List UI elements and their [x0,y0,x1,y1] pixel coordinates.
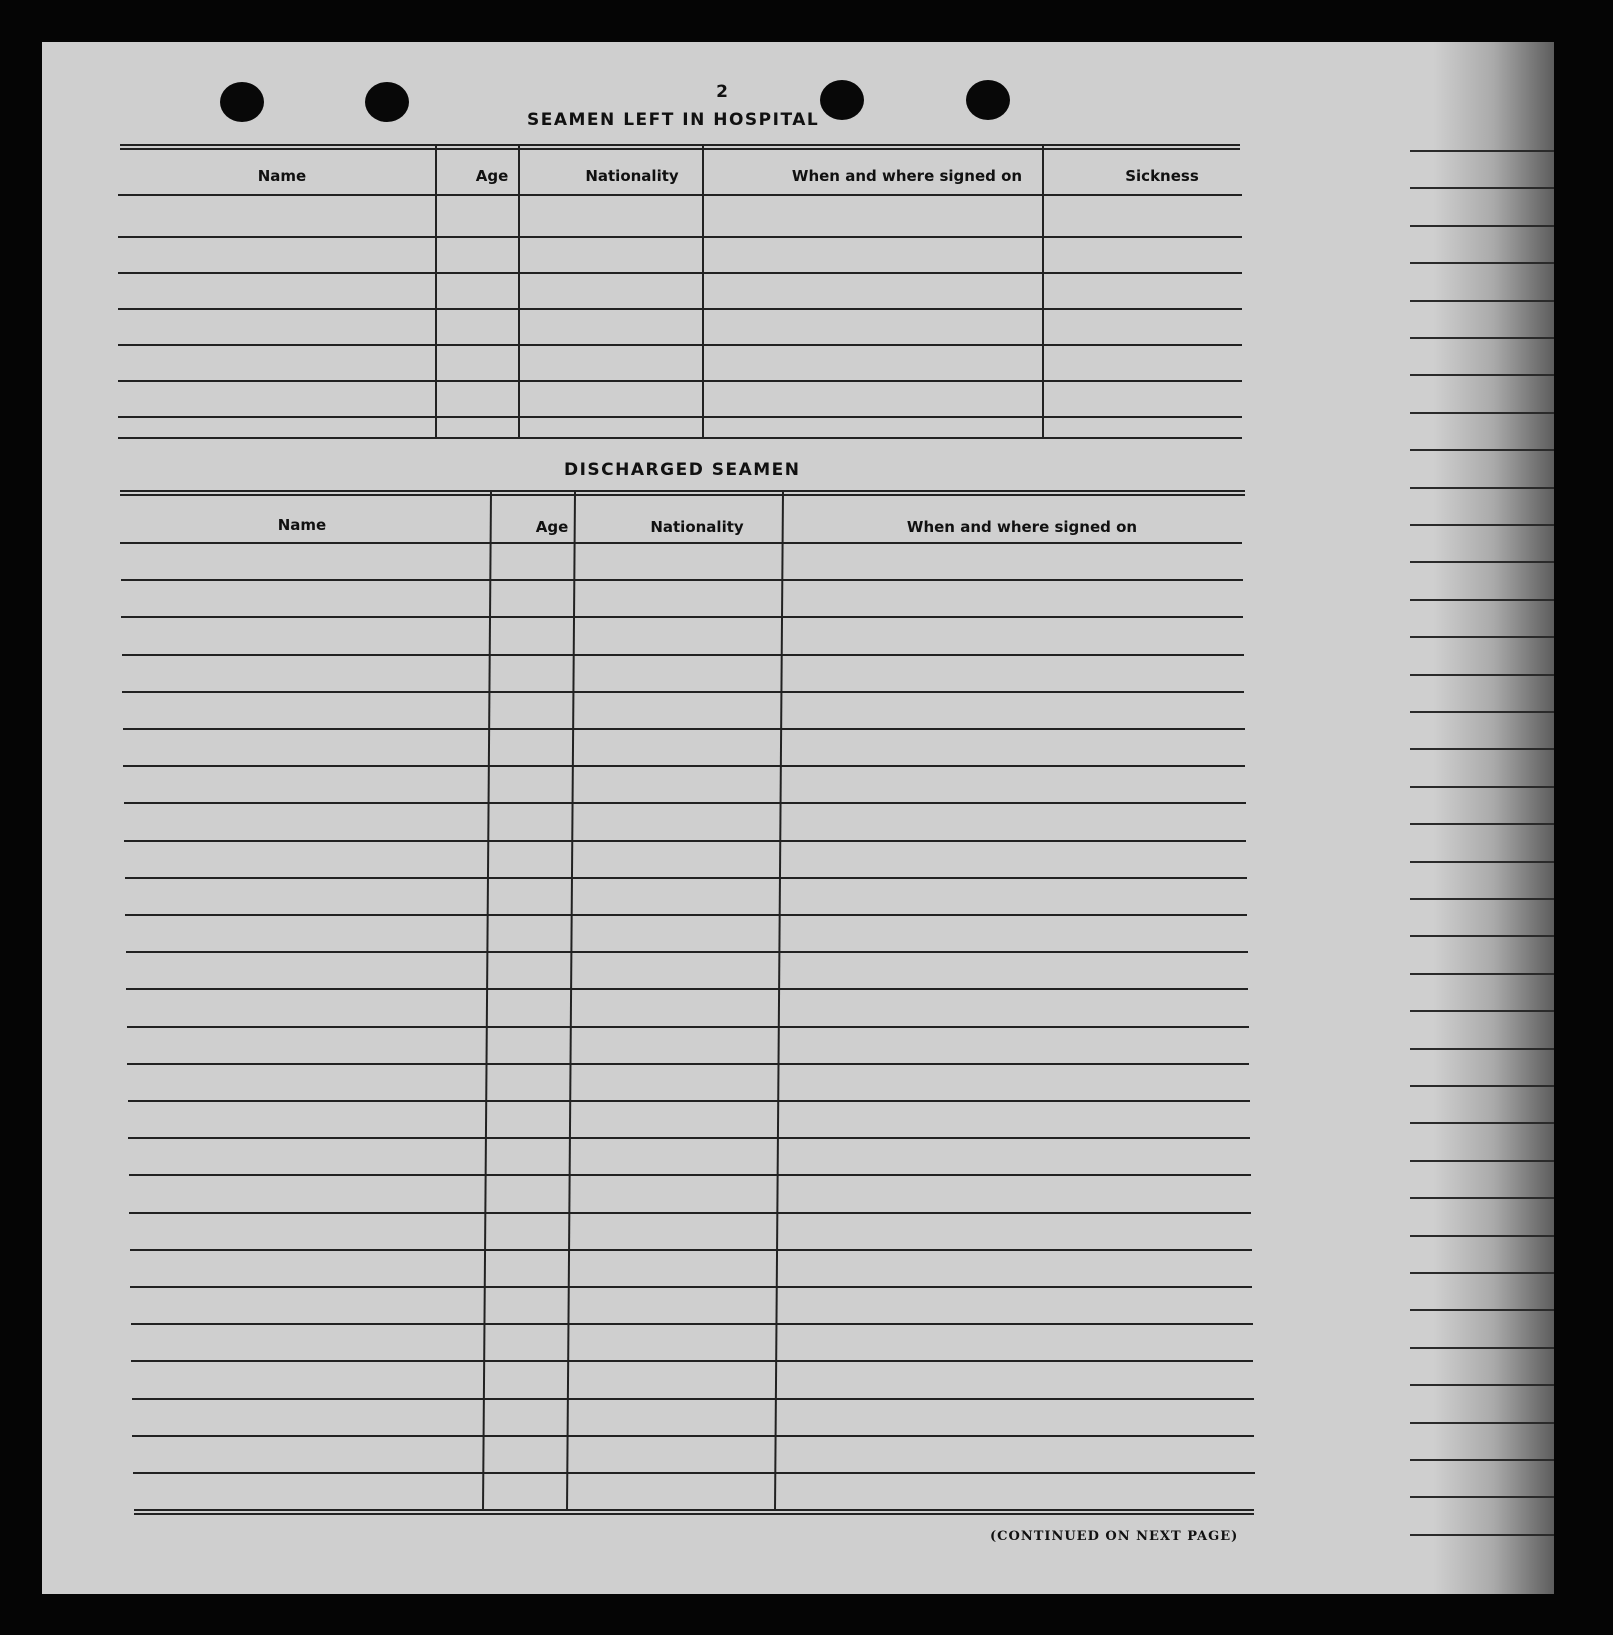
margin-rule [1410,487,1554,489]
margin-rule [1410,1122,1554,1124]
discharged-row-rule [126,988,1248,990]
margin-rule [1410,187,1554,189]
hospital-row-rule [118,416,1242,418]
margin-rule [1410,1534,1554,1536]
discharged-col-nationality: Nationality [650,518,744,536]
margin-rule [1410,1085,1554,1087]
discharged-row-rule [121,579,1243,581]
discharged-row-rule [128,1100,1250,1102]
discharged-row-rule [125,914,1247,916]
margin-rule [1410,599,1554,601]
margin-rule [1410,1197,1554,1199]
form-page [42,42,1554,1594]
hospital-row-rule [118,194,1242,196]
discharged-row-rule [123,765,1245,767]
margin-rule [1410,374,1554,376]
margin-rule [1410,300,1554,302]
margin-rule [1410,973,1554,975]
margin-rule [1410,1309,1554,1311]
margin-rule [1410,561,1554,563]
hospital-col-age: Age [475,167,509,185]
page-number: 2 [716,82,728,102]
margin-rule [1410,449,1554,451]
margin-rule [1410,524,1554,526]
margin-rule [1410,1384,1554,1386]
hospital-row-rule [118,308,1242,310]
discharged-section-title: DISCHARGED SEAMEN [564,460,801,480]
margin-rule [1410,262,1554,264]
hospital-col-rule [518,146,520,438]
margin-rule [1410,1048,1554,1050]
discharged-row-rule [130,1286,1252,1288]
hospital-row-rule [118,380,1242,382]
hospital-col-signed-on: When and where signed on [791,167,1023,185]
discharged-row-rule [131,1360,1253,1362]
margin-rule [1410,674,1554,676]
hospital-col-sickness: Sickness [1125,167,1199,185]
discharged-row-rule [128,1137,1250,1139]
hospital-row-rule [118,272,1242,274]
hospital-col-rule [702,146,704,438]
margin-rule [1410,412,1554,414]
discharged-col-rule [482,492,492,1511]
discharged-row-rule [130,1249,1252,1251]
discharged-row-rule [131,1323,1253,1325]
discharged-row-rule [124,802,1246,804]
margin-rule [1410,150,1554,152]
discharged-row-rule [122,691,1244,693]
margin-rule [1410,1347,1554,1349]
discharged-row-rule [120,542,1242,544]
discharged-col-age: Age [535,518,569,536]
discharged-col-name: Name [277,516,327,534]
margin-rule [1410,1459,1554,1461]
margin-rule [1410,786,1554,788]
margin-rule [1410,1422,1554,1424]
margin-rule [1410,898,1554,900]
margin-rule [1410,861,1554,863]
discharged-col-rule [774,492,784,1511]
discharged-row-rule [125,877,1247,879]
margin-rule [1410,711,1554,713]
hospital-table-top-rule [120,144,1240,146]
discharged-row-rule [132,1398,1254,1400]
discharged-row-rule [129,1174,1251,1176]
discharged-row-rule [126,951,1248,953]
margin-rule [1410,1496,1554,1498]
discharged-row-rule [127,1063,1249,1065]
hospital-section-title: SEAMEN LEFT IN HOSPITAL [527,110,820,130]
margin-rule [1410,935,1554,937]
margin-rule [1410,1272,1554,1274]
hospital-row-rule [118,437,1242,439]
margin-rule [1410,337,1554,339]
hospital-row-rule [118,236,1242,238]
margin-rule [1410,1010,1554,1012]
discharged-row-rule [121,616,1243,618]
hospital-col-rule [435,146,437,438]
discharged-row-rule [129,1212,1251,1214]
discharged-table-top-rule [120,490,1245,492]
margin-rule [1410,748,1554,750]
discharged-row-rule [123,728,1245,730]
margin-rule [1410,1160,1554,1162]
discharged-row-rule [124,840,1246,842]
discharged-row-rule [127,1026,1249,1028]
discharged-row-rule [122,654,1244,656]
hospital-col-name: Name [257,167,307,185]
discharged-col-signed-on: When and where signed on [906,518,1138,536]
margin-rule [1410,225,1554,227]
hospital-row-rule [118,344,1242,346]
margin-rule [1410,823,1554,825]
continued-note: (CONTINUED ON NEXT PAGE) [990,1529,1239,1544]
hospital-col-nationality: Nationality [585,167,679,185]
discharged-col-rule [566,492,576,1511]
margin-rule [1410,1235,1554,1237]
margin-rule [1410,636,1554,638]
discharged-row-rule [133,1472,1255,1474]
hospital-col-rule [1042,146,1044,438]
discharged-row-rule [132,1435,1254,1437]
discharged-table-bottom-rule [134,1509,1254,1511]
